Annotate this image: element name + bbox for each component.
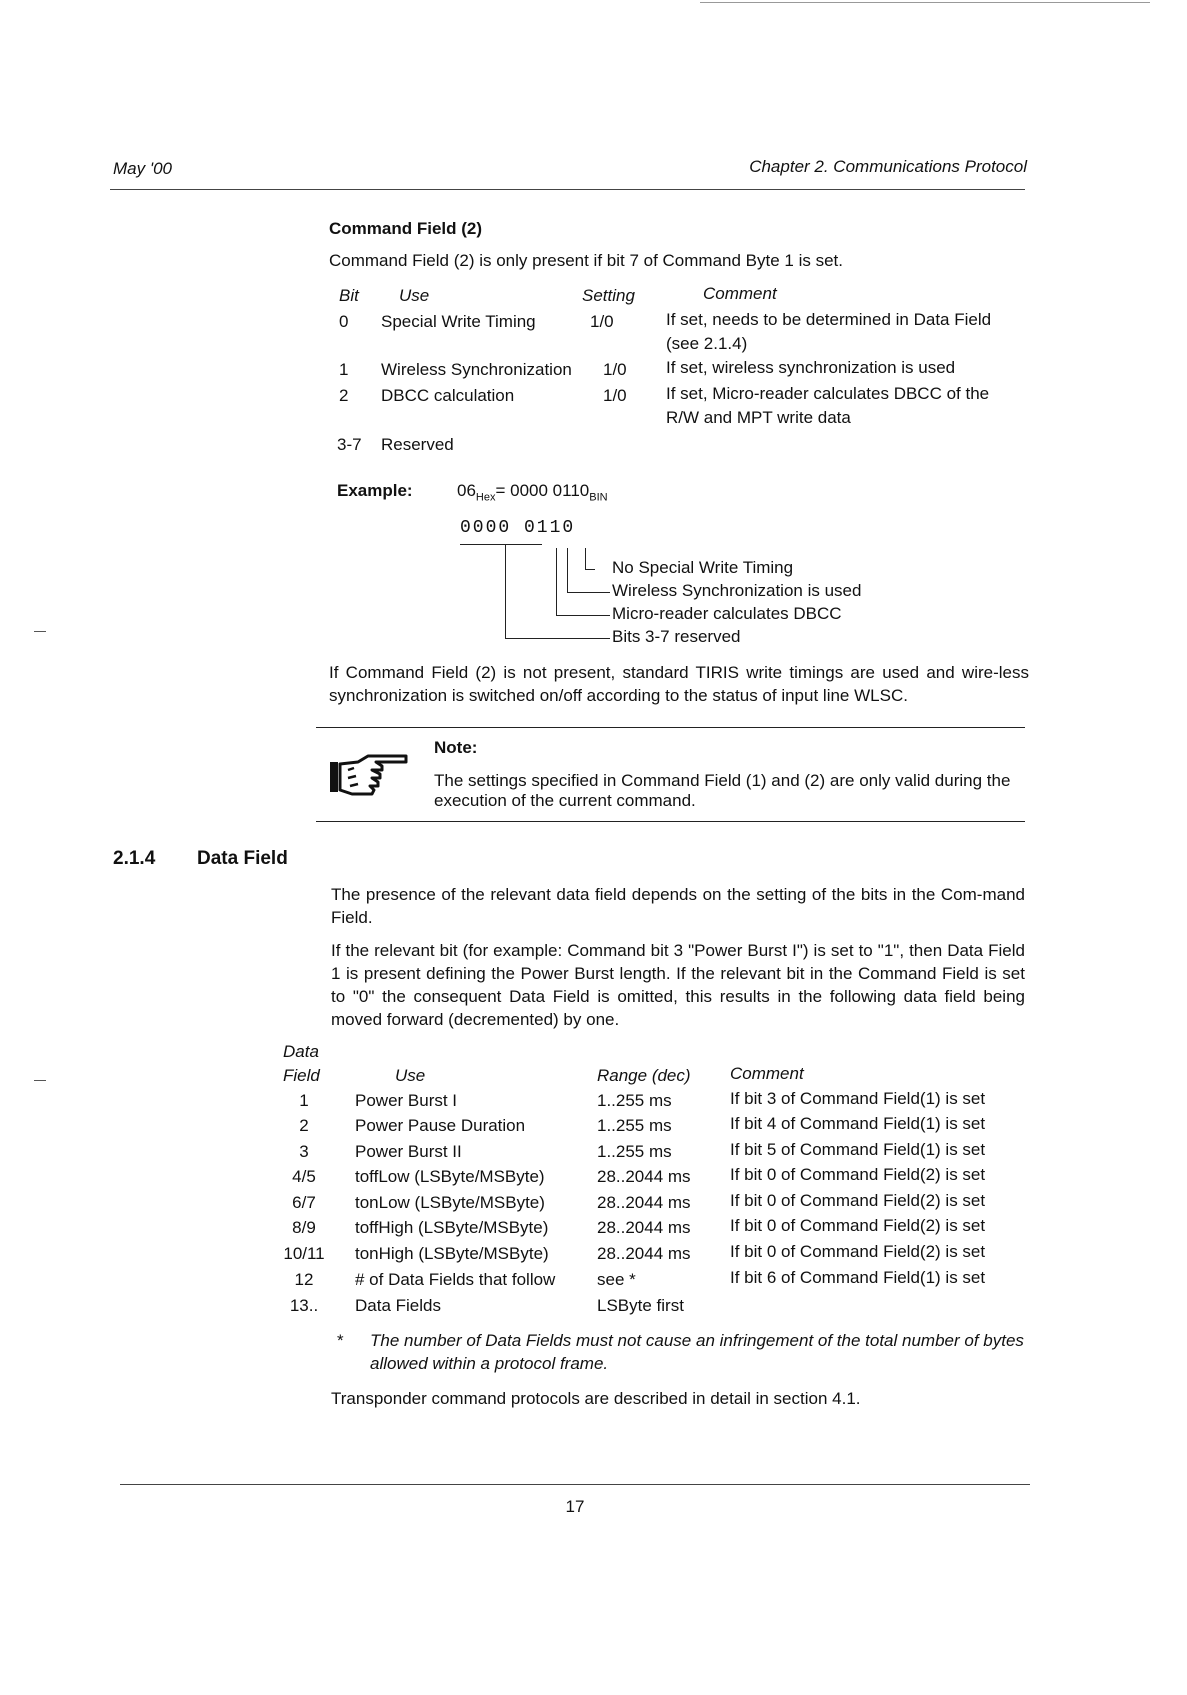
df-use: toffLow (LSByte/MSByte) <box>355 1167 545 1186</box>
example-equation <box>457 481 608 503</box>
df-field: 3 <box>299 1142 309 1161</box>
cf2-comment: If set, Micro-reader calculates DBCC of the <box>666 384 990 403</box>
df-use: Power Burst I <box>355 1091 458 1110</box>
df-field: 6/7 <box>292 1193 316 1212</box>
example-label: Example: <box>337 481 413 500</box>
df-comment: If bit 6 of Command Field(1) is set <box>730 1268 986 1287</box>
df-range: 28..2044 ms <box>597 1193 691 1212</box>
annotation-bit-0: No Special Write Timing <box>612 558 794 577</box>
note-label: Note: <box>434 738 478 757</box>
header-rule <box>110 189 1025 190</box>
annotation-bit-1: Wireless Synchronization is used <box>612 581 862 600</box>
margin-mark <box>34 631 46 632</box>
cf2-use: Special Write Timing <box>381 312 536 331</box>
cf2-after-text: If Command Field (2) is not present, standard TIRIS write timings are used and wire-less synchronization is switched on/off according to the status of input line WLSC. <box>329 663 1029 705</box>
line-bit-1 <box>567 548 568 593</box>
line-bit-0 <box>585 548 586 570</box>
df-range: 1..255 ms <box>597 1091 672 1110</box>
df-field: 13.. <box>289 1296 319 1315</box>
df-field: 10/11 <box>283 1244 325 1263</box>
cf2-setting: 1/0 <box>590 312 614 331</box>
df-comment: If bit 0 of Command Field(2) is set <box>730 1242 986 1261</box>
df-range: 28..2044 ms <box>597 1244 691 1263</box>
example-hex-sub: Hex <box>475 491 496 504</box>
df-use: Power Pause Duration <box>355 1116 526 1135</box>
df-use: toffHigh (LSByte/MSByte) <box>355 1218 549 1237</box>
df-field: 8/9 <box>292 1218 316 1237</box>
line-bits-3-7 <box>505 544 506 639</box>
df-comment: If bit 5 of Command Field(1) is set <box>730 1140 986 1159</box>
note-rule-top <box>316 727 1025 728</box>
cf2-bit: 2 <box>339 386 349 405</box>
note-text: The settings specified in Command Field (1) and (2) are only valid during the execution of the current command. <box>434 771 1011 810</box>
note-rule-bottom <box>316 821 1025 822</box>
section-paragraph-1: The presence of the relevant data field depends on the setting of the bits in the Com-mand Field. <box>331 885 1025 927</box>
section-paragraph-2: If the relevant bit (for example: Command bit 3 "Power Burst I") is set to "1", then Data Field 1 is present defining the Power Burst length. If the relevant bit in the Command Field is set to "0" the consequent Data Field is omitted, this results in the following data field being moved forward (decremented) by one. <box>331 941 1025 1029</box>
cf2-use: DBCC calculation <box>381 386 515 405</box>
footnote-mark: * <box>337 1331 344 1350</box>
df-col-comment: Comment <box>730 1064 804 1083</box>
line-bit-0-h <box>585 569 595 570</box>
cf2-comment-cont: R/W and MPT write data <box>666 408 851 427</box>
df-comment: If bit 0 of Command Field(2) is set <box>730 1191 986 1210</box>
cf2-intro: Command Field (2) is only present if bit 7 of Command Byte 1 is set. <box>329 251 843 270</box>
cf2-bit: 3-7 <box>337 435 362 454</box>
bracket-bits-3-7 <box>460 544 542 545</box>
df-comment: If bit 0 of Command Field(2) is set <box>730 1216 986 1235</box>
df-range: 1..255 ms <box>597 1116 672 1135</box>
df-col-use: Use <box>395 1066 426 1085</box>
cf2-col-setting: Setting <box>582 286 635 305</box>
margin-mark <box>34 1080 46 1081</box>
pointing-hand-icon <box>328 750 410 800</box>
df-range: 1..255 ms <box>597 1142 672 1161</box>
cf2-use: Wireless Synchronization <box>381 360 572 379</box>
header-date: May '00 <box>113 159 172 178</box>
df-col-field-2: Field <box>283 1066 320 1085</box>
df-col-field-1: Data <box>283 1042 319 1061</box>
df-use: Power Burst II <box>355 1142 462 1161</box>
footnote-text: The number of Data Fields must not cause an infringement of the total number of bytes allowed within a protocol frame. <box>370 1331 1024 1373</box>
cf2-comment-cont: (see 2.1.4) <box>666 334 748 353</box>
footer-rule <box>120 1484 1030 1485</box>
line-bit-2 <box>556 548 557 616</box>
df-field: 4/5 <box>292 1167 316 1186</box>
df-use: # of Data Fields that follow <box>355 1270 556 1289</box>
cf2-col-comment: Comment <box>703 284 777 303</box>
annotation-bits-3-7: Bits 3-7 reserved <box>612 627 741 646</box>
df-use: Data Fields <box>355 1296 441 1315</box>
cf2-col-bit: Bit <box>339 286 359 305</box>
df-range: see * <box>597 1270 636 1289</box>
top-edge-rule <box>700 2 1150 3</box>
df-field: 1 <box>299 1091 309 1110</box>
df-use: tonLow (LSByte/MSByte) <box>355 1193 545 1212</box>
line-bit-2-h <box>556 615 610 616</box>
annotation-bit-2: Micro-reader calculates DBCC <box>612 604 842 623</box>
cf2-setting: 1/0 <box>603 360 627 379</box>
line-bit-1-h <box>567 592 610 593</box>
cf2-setting: 1/0 <box>603 386 627 405</box>
example-equals: = 0000 0110 <box>495 481 590 500</box>
cf2-bit: 0 <box>339 312 349 331</box>
page-number: 17 <box>565 1497 585 1516</box>
df-field: 2 <box>299 1116 309 1135</box>
example-bin-sub: BIN <box>589 491 608 504</box>
df-field: 12 <box>294 1270 314 1289</box>
df-comment: If bit 3 of Command Field(1) is set <box>730 1089 986 1108</box>
closing-text: Transponder command protocols are described in detail in section 4.1. <box>331 1389 861 1408</box>
header-chapter: Chapter 2. Communications Protocol <box>749 157 1027 176</box>
cf2-bit: 1 <box>339 360 349 379</box>
df-use: tonHigh (LSByte/MSByte) <box>355 1244 549 1263</box>
df-range: 28..2044 ms <box>597 1218 691 1237</box>
section-title: Data Field <box>197 848 288 869</box>
example-bits: 0000 0110 <box>460 518 576 538</box>
section-number: 2.1.4 <box>113 848 156 869</box>
df-col-range: Range (dec) <box>597 1066 691 1085</box>
cf2-comment: If set, wireless synchronization is used <box>666 358 956 377</box>
df-comment: If bit 4 of Command Field(1) is set <box>730 1114 986 1133</box>
df-comment: If bit 0 of Command Field(2) is set <box>730 1165 986 1184</box>
cf2-comment: If set, needs to be determined in Data Field <box>666 310 992 329</box>
cf2-col-use: Use <box>399 286 430 305</box>
df-range: LSByte first <box>597 1296 684 1315</box>
df-range: 28..2044 ms <box>597 1167 691 1186</box>
example-hex-value: 06 <box>457 481 476 500</box>
cf2-heading: Command Field (2) <box>329 219 483 238</box>
line-bits-3-7-h <box>505 638 610 639</box>
cf2-use: Reserved <box>381 435 454 454</box>
